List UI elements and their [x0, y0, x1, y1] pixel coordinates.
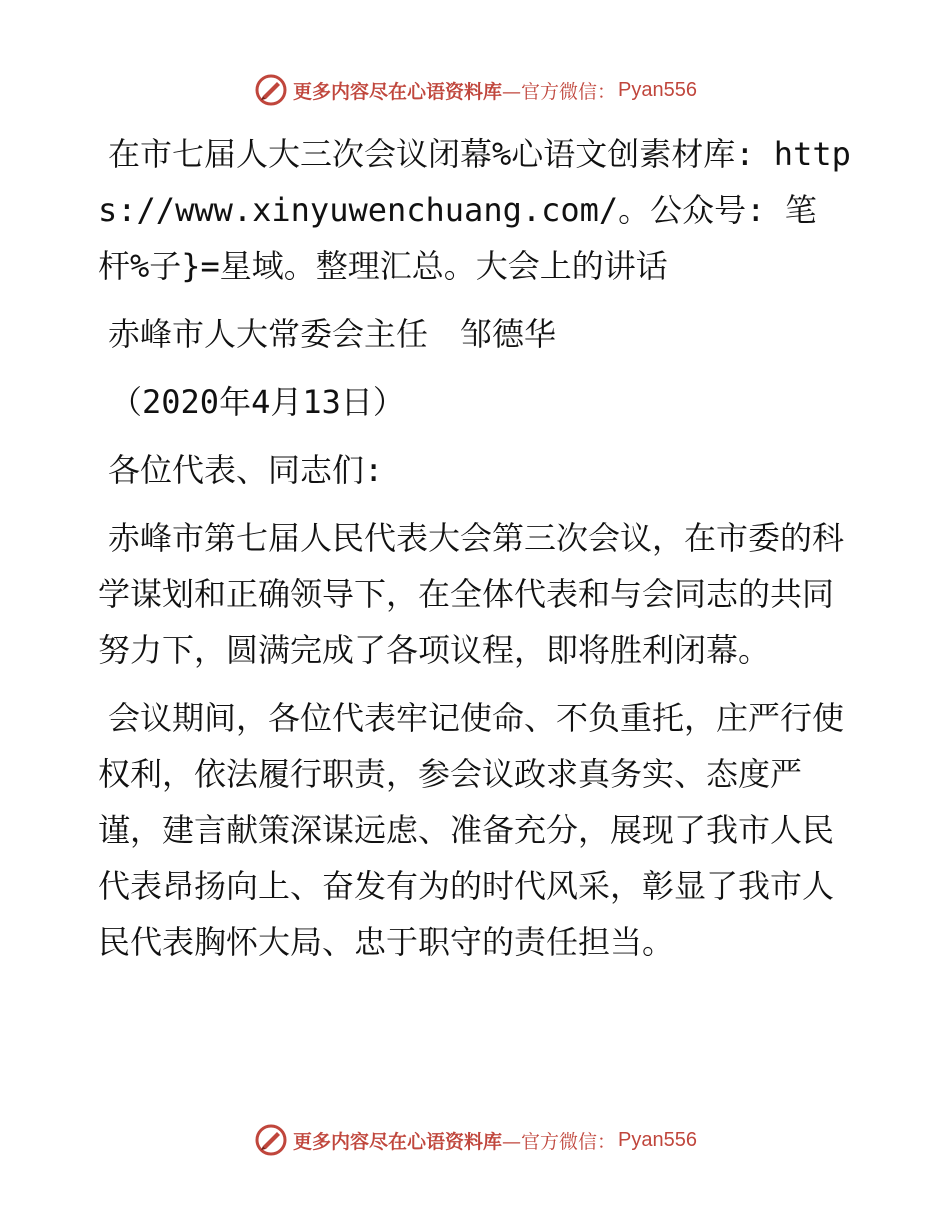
speaker-line: 赤峰市人大常委会主任 邹德华: [108, 315, 557, 353]
banner-wechat-id: Pyan556: [618, 1128, 697, 1151]
pen-logo-icon: [253, 1122, 289, 1158]
body-paragraph-2: 会议期间，各位代表牢记使命、不负重托，庄严行使权利，依法履行职责，参会议政求真务实、态度严谨，建言献策深谋远虑、准备充分，展现了我市人民代表昂扬向上、奋发有为的时代风采，彰显了我市人民代表胸怀大局、忠于职守的责任担当。: [98, 699, 845, 961]
header-watermark-banner: [0, 68, 950, 112]
date-line: （2020年4月13日）: [110, 383, 405, 421]
document-body: [98, 126, 858, 982]
banner-sub-text: —官方微信：: [502, 1130, 617, 1153]
salutation-line: 各位代表、同志们:: [108, 451, 384, 489]
banner-wechat-id: Pyan556: [618, 78, 697, 101]
banner-main-text: 更多内容尽在心语资料库: [293, 1130, 503, 1153]
footer-watermark-banner: [0, 1118, 950, 1162]
pen-logo-icon: [253, 72, 289, 108]
body-paragraph-1: 赤峰市第七届人民代表大会第三次会议，在市委的科学谋划和正确领导下，在全体代表和与会同志的共同努力下，圆满完成了各项议程，即将胜利闭幕。: [98, 519, 845, 669]
document-title-paragraph: 在市七届人大三次会议闭幕%心语文创素材库: https://www.xinyuwenchuang.com/。公众号: 笔杆%子}=星域。整理汇总。大会上的讲话: [98, 135, 851, 285]
banner-sub-text: —官方微信：: [502, 80, 617, 103]
banner-main-text: 更多内容尽在心语资料库: [293, 80, 503, 103]
